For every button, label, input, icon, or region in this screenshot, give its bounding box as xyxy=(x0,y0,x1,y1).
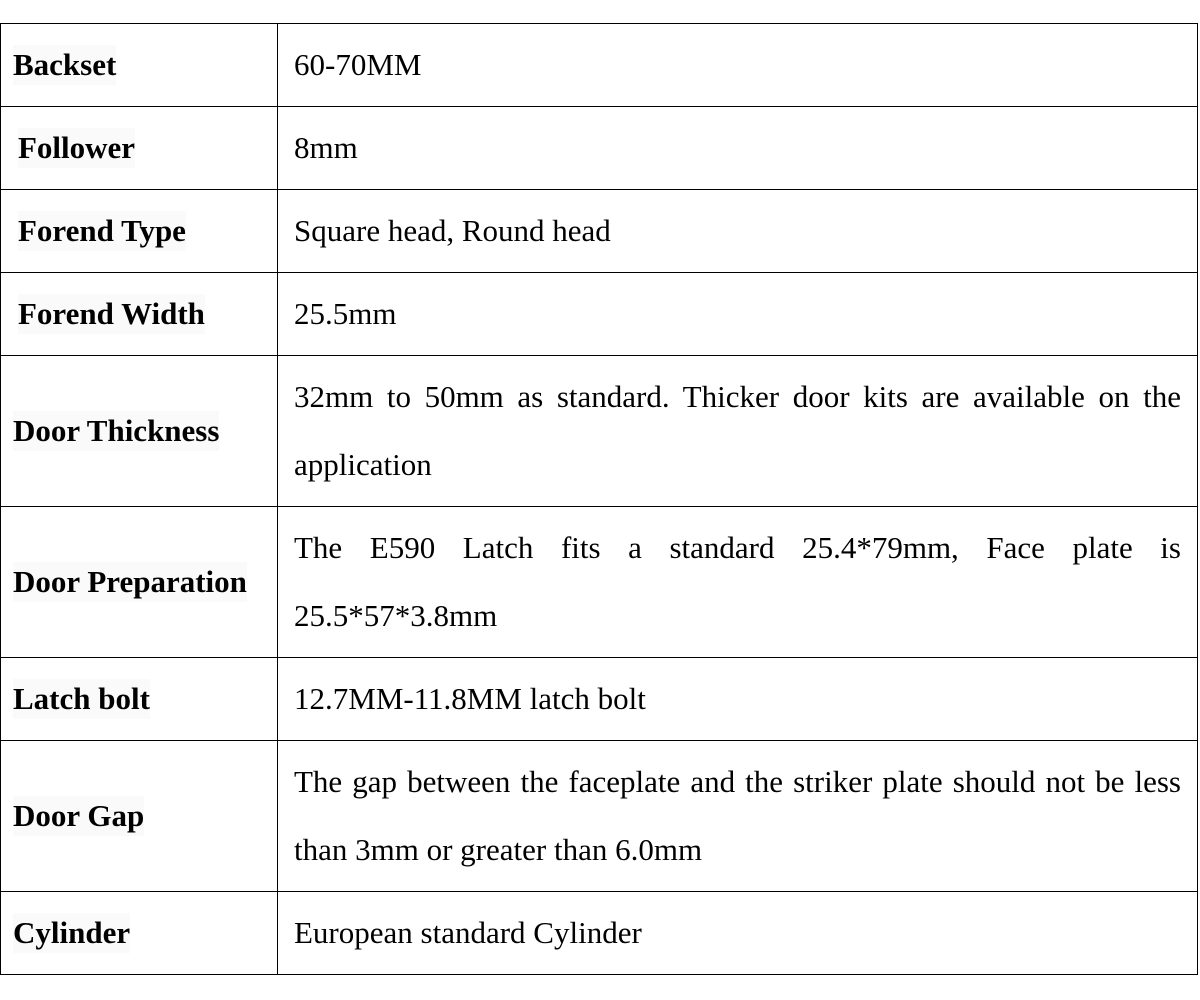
row-value-cell xyxy=(278,107,1198,190)
row-value: 8mm xyxy=(294,130,358,165)
row-value-cell xyxy=(278,24,1198,107)
row-label: Door Gap xyxy=(13,796,144,836)
row-label: Follower xyxy=(18,128,135,168)
row-value-cell xyxy=(278,356,1198,507)
row-label: Cylinder xyxy=(13,913,130,953)
row-value: 32mm to 50mm as standard. Thicker door kits are available on the application xyxy=(294,379,1181,482)
row-label: Forend Type xyxy=(18,211,186,251)
row-label-cell xyxy=(1,741,278,892)
row-value: The E590 Latch fits a standard 25.4*79mm, Face plate is 25.5*57*3.8mm xyxy=(294,530,1181,633)
row-label-cell xyxy=(1,658,278,741)
row-value: The gap between the faceplate and the striker plate should not be less than 3mm or greater than 6.0mm xyxy=(294,764,1181,867)
row-label-cell xyxy=(1,356,278,507)
row-label-cell xyxy=(1,24,278,107)
table-row-door-gap xyxy=(1,741,1198,892)
row-label: Latch bolt xyxy=(13,679,150,719)
row-label-cell xyxy=(1,107,278,190)
row-value: 25.5mm xyxy=(294,296,397,331)
row-value: Square head, Round head xyxy=(294,213,611,248)
table-row-cylinder xyxy=(1,892,1198,975)
row-label: Door Thickness xyxy=(13,411,219,451)
row-label-cell xyxy=(1,892,278,975)
row-label-cell xyxy=(1,273,278,356)
row-value: European standard Cylinder xyxy=(294,915,642,950)
row-value-cell xyxy=(278,190,1198,273)
row-value-cell xyxy=(278,741,1198,892)
row-label: Door Preparation xyxy=(13,562,247,602)
table-row-follower xyxy=(1,107,1198,190)
row-value-cell xyxy=(278,658,1198,741)
row-value-cell xyxy=(278,892,1198,975)
row-label-cell xyxy=(1,507,278,658)
row-label-cell xyxy=(1,190,278,273)
row-value-cell xyxy=(278,273,1198,356)
row-label: Forend Width xyxy=(18,294,205,334)
table-row-door-preparation xyxy=(1,507,1198,658)
table-row-backset xyxy=(1,24,1198,107)
table-row-forend-type xyxy=(1,190,1198,273)
row-label: Backset xyxy=(13,45,116,85)
row-value: 12.7MM-11.8MM latch bolt xyxy=(294,681,646,716)
table-row-forend-width xyxy=(1,273,1198,356)
table-row-door-thickness xyxy=(1,356,1198,507)
specification-table xyxy=(0,23,1198,975)
row-value: 60-70MM xyxy=(294,47,422,82)
table-row-latch-bolt xyxy=(1,658,1198,741)
row-value-cell xyxy=(278,507,1198,658)
